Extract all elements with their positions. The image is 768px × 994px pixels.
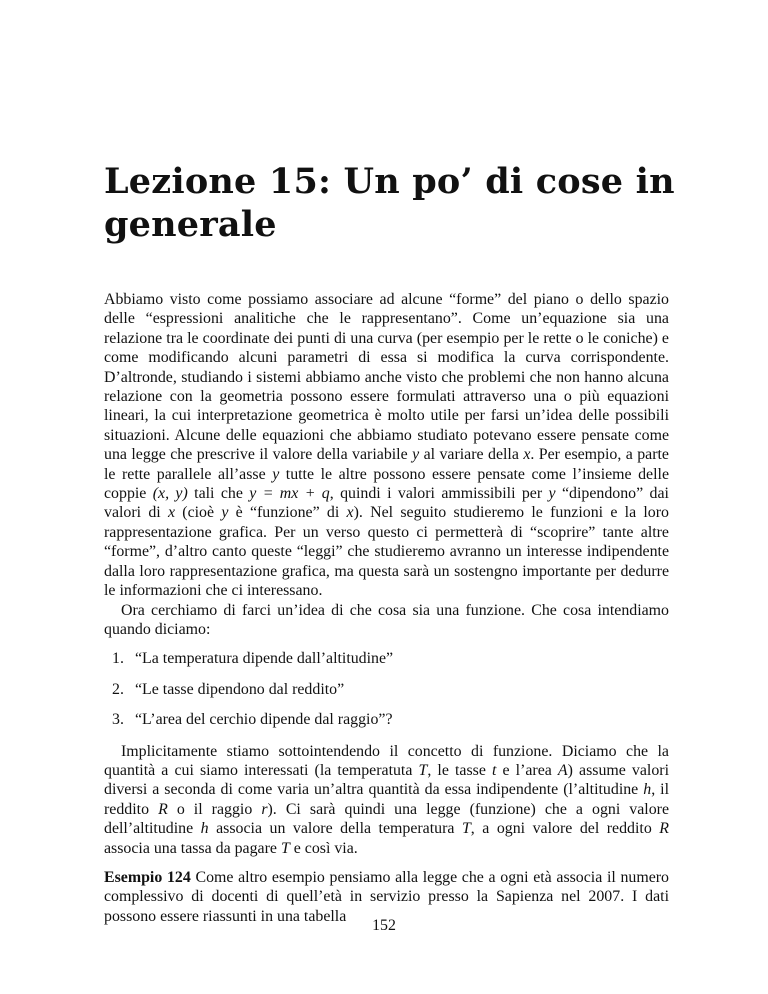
text-run: associa una tassa da pagare [104, 839, 281, 857]
text-run: “dipendono” dai valori di [104, 485, 669, 522]
list-item [104, 649, 669, 668]
page-number: 152 [372, 917, 396, 934]
math-variable: y [548, 485, 556, 503]
text-run: associa un valore della temperatura [208, 820, 462, 838]
math-variable: h [200, 820, 209, 838]
math-variable: T [280, 839, 290, 857]
math-variable: y [272, 465, 280, 483]
math-variable: R [659, 820, 669, 838]
list-item [104, 710, 669, 729]
paragraph-gap [104, 858, 669, 868]
math-variable: T [418, 761, 428, 779]
math-variable: T [461, 820, 471, 838]
list-text: “La temperatura dipende dall’altitudine” [135, 650, 394, 668]
list-text: “L’area del cerchio dipende dal raggio”? [135, 711, 393, 729]
question-paragraph: Ora cerchiamo di farci un’idea di che cosa sia una funzione. Che cosa intendiamo quando diciamo: [104, 601, 669, 638]
list-number: 2. [112, 680, 124, 698]
text-run: , le tasse [427, 761, 492, 779]
math-variable: x [167, 504, 176, 522]
text-run: e così via. [289, 839, 358, 857]
text-run: al variare della [419, 446, 524, 464]
text-run: , il reddito [104, 781, 669, 818]
math-variable: y [221, 504, 229, 522]
body-text [104, 290, 669, 926]
math-variable: R [158, 800, 168, 818]
example-list [104, 649, 669, 729]
text-run: , a ogni valore del reddito [470, 820, 660, 838]
text-run: è “funzione” di [228, 504, 347, 522]
text-run: (cioè [175, 504, 222, 522]
math-variable: h [643, 781, 652, 799]
text-run: tali che [187, 485, 250, 503]
math-variable: A [557, 761, 568, 779]
text-run: Abbiamo visto come possiamo associare ad alcune “forme” del piano o dello spazio delle “espressioni analitiche che le rappresentano”. Come un’equazione sia una relazione tra le coordinate dei punti di una curva (per esempio per le rette o le coniche) e come modificando alcuni parametri di essa si modifica la curva corrispondente. D’altronde, studiando i sistemi abbiamo anche visto che problemi che non hanno alcuna relazione con la geometria possono essere formulati attraverso una o più equazioni lineari, la cui interpretazione geometrica è molto utile per farsi un’idea delle possibili situazioni. Alcune delle equazioni che abbiamo studiato potevano essere pensate come una legge che prescrive il valore della variabile [104, 291, 669, 464]
math-variable: t [491, 761, 497, 779]
list-item [104, 680, 669, 699]
math-pair: (x, y) [152, 485, 188, 503]
chapter-title: Lezione 15: Un po’ di cose in generale [104, 161, 675, 245]
list-number: 1. [112, 650, 124, 668]
text-run: . Per esempio, a parte le rette parallele all’asse [104, 446, 669, 483]
example-text: Come altro esempio pensiamo alla legge che a ogni età associa il numero complessivo di docenti di quell’età in servizio presso la Sapienza nel 2007. I dati possono essere riassunti in una tabella [104, 868, 669, 925]
text-run: , quindi i valori ammissibili per [329, 485, 549, 503]
list-number: 3. [112, 711, 124, 729]
math-variable: y [412, 446, 420, 464]
text-run: ) assume valori diversi a seconda di come varia un’altra quantità da essa indipendente (l’altitudine [104, 761, 669, 799]
math-variable: x [523, 446, 531, 464]
list-text: “Le tasse dipendono dal reddito” [135, 680, 345, 698]
text-run: ). Nel seguito studieremo le funzioni e la loro rappresentazione grafica. Per un verso questo ci permetterà di “scoprire” tante altre “forme”, d’altro canto queste “leggi” che studieremo avranno un interesse indipendente dalla loro rappresentazione grafica, ma questa sarà un sostengno importante per dedurre le informazioni che ci interessano. [104, 504, 669, 600]
math-variable: x [346, 504, 354, 522]
intro-paragraph [104, 290, 669, 601]
example-label: Esempio 124 [104, 868, 191, 886]
text-run: Implicitamente stiamo sottointendendo il concetto di funzione. Diciamo che la quantità a cui siamo interessati (la temperatuta [104, 742, 669, 779]
math-equation: y = mx + q [249, 485, 330, 503]
text-run: tutte le altre possono essere pensate come l’insieme delle coppie [104, 465, 669, 503]
text-run: e l’area [496, 761, 558, 779]
implicit-paragraph [104, 742, 669, 858]
text-run: ). Ci sarà quindi una legge (funzione) che a ogni valore dell’altitudine [104, 800, 670, 838]
math-variable: r [261, 800, 268, 818]
text-run: o il raggio [167, 800, 262, 818]
